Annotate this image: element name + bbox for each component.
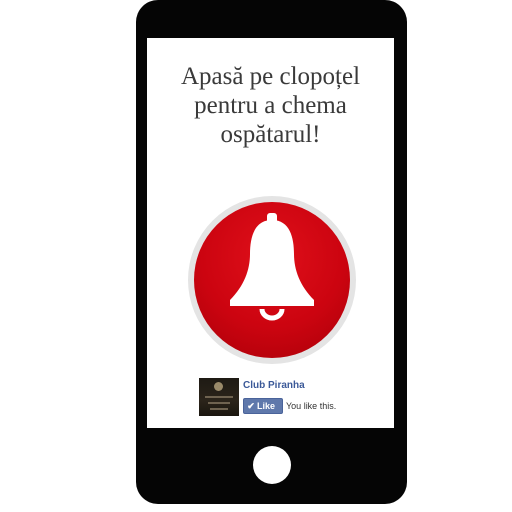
facebook-like-box xyxy=(199,378,389,422)
title-line-2: pentru a chema xyxy=(194,92,347,119)
check-icon: ✔ xyxy=(247,401,255,411)
page-thumbnail[interactable] xyxy=(199,378,239,416)
bell-icon xyxy=(188,196,356,364)
phone-screen xyxy=(147,38,394,428)
page-title xyxy=(147,62,394,149)
like-status-text: You like this. xyxy=(286,401,337,411)
club-logo-icon xyxy=(214,382,223,391)
page-name-link[interactable]: Club Piranha xyxy=(243,380,305,391)
thumbnail-text-line xyxy=(205,396,233,398)
thumbnail-text-line xyxy=(208,402,230,404)
like-button-label: Like xyxy=(257,401,276,411)
call-waiter-button[interactable] xyxy=(188,196,356,364)
title-line-1: Apasă pe clopoțel xyxy=(180,63,361,90)
thumbnail-text-line xyxy=(210,408,228,410)
title-line-3: ospătarul! xyxy=(220,121,321,148)
like-button[interactable] xyxy=(243,398,283,414)
home-button[interactable] xyxy=(253,446,291,484)
